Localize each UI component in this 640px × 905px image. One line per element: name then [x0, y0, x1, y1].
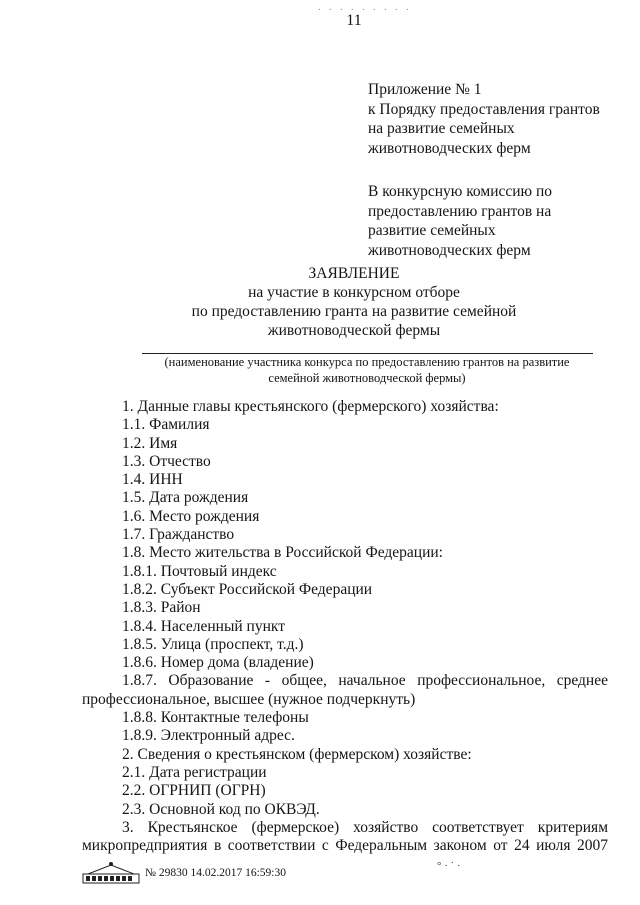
- addressee-block: [368, 182, 552, 260]
- caption-line: (наименование участника конкурса по предоставлению грантов на развитие: [164, 355, 570, 369]
- addressee-line: В конкурсную комиссию по: [368, 183, 553, 200]
- body-line: 1.8.4. Населенный пункт: [122, 617, 285, 635]
- title-heading: ЗАЯВЛЕНИЕ: [308, 265, 400, 282]
- scan-marks: ° · ˙ ·: [437, 860, 461, 872]
- addressee-line: развитие семейных: [368, 222, 496, 240]
- body-line: 1.8.9. Электронный адрес.: [122, 727, 295, 745]
- body-line: 2.2. ОГРНИП (ОГРН): [122, 782, 266, 800]
- title-line: по предоставлению гранта на развитие семейной: [191, 303, 517, 320]
- body-line: 1.8. Место жительства в Российской Федерации:: [122, 544, 443, 562]
- body-line: 1.8.1. Почтовый индекс: [122, 562, 277, 580]
- title-line: животноводческой фермы: [267, 322, 441, 339]
- scan-artifacts: . . . . . . . . .: [318, 2, 412, 13]
- body-line: 2. Сведения о крестьянском (фермерском) хозяйстве:: [122, 745, 472, 763]
- body-line: 1.8.7. Образование - общее, начальное профессиональное, среднее: [122, 672, 608, 690]
- body-line: 1. Данные главы крестьянского (фермерского) хозяйства:: [122, 398, 499, 415]
- fill-in-caption: [0, 355, 640, 386]
- addressee-line: предоставлению грантов на: [368, 202, 552, 220]
- registry-logo-icon: [82, 861, 140, 885]
- appendix-line: животноводческих ферм: [368, 139, 531, 157]
- document-title: [0, 264, 640, 340]
- appendix-reference: [368, 80, 600, 158]
- body-line: 1.8.3. Район: [122, 599, 201, 617]
- body-line: 1.4. ИНН: [122, 471, 183, 489]
- title-line: на участие в конкурсном отборе: [248, 284, 460, 301]
- body-line: 1.2. Имя: [122, 434, 178, 452]
- body-line: 1.8.8. Контактные телефоны: [122, 709, 309, 727]
- fill-in-line: [142, 353, 593, 354]
- body-line: 1.5. Дата рождения: [122, 489, 249, 507]
- body-line: 1.8.6. Номер дома (владение): [122, 654, 314, 672]
- body-line: 2.3. Основной код по ОКВЭД.: [122, 800, 320, 818]
- appendix-line: Приложение № 1: [368, 81, 482, 98]
- body-line: 1.8.5. Улица (проспект, т.д.): [122, 635, 304, 653]
- body-line: 1.6. Место рождения: [122, 507, 260, 525]
- body-line: 1.7. Гражданство: [122, 526, 235, 544]
- body-line: профессиональное, высшее (нужное подчеркнуть): [82, 690, 416, 708]
- addressee-line: животноводческих ферм: [368, 241, 531, 259]
- application-body: [82, 398, 608, 855]
- registration-stamp: № 29830 14.02.2017 16:59:30: [145, 867, 286, 879]
- body-line: 3. Крестьянское (фермерское) хозяйство соответствует критериям: [122, 818, 608, 836]
- body-line: 1.3. Отчество: [122, 452, 211, 470]
- page-number: 11: [346, 12, 362, 29]
- body-line: микропредприятия в соответствии с Федеральным законом от 24 июля 2007: [82, 837, 608, 855]
- body-line: 2.1. Дата регистрации: [122, 763, 267, 781]
- body-line: 1.8.2. Субъект Российской Федерации: [122, 580, 373, 598]
- appendix-line: к Порядку предоставления грантов: [368, 100, 600, 118]
- caption-line: семейной животноводческой фермы): [268, 370, 466, 385]
- appendix-line: на развитие семейных: [368, 120, 515, 138]
- body-line: 1.1. Фамилия: [122, 416, 210, 434]
